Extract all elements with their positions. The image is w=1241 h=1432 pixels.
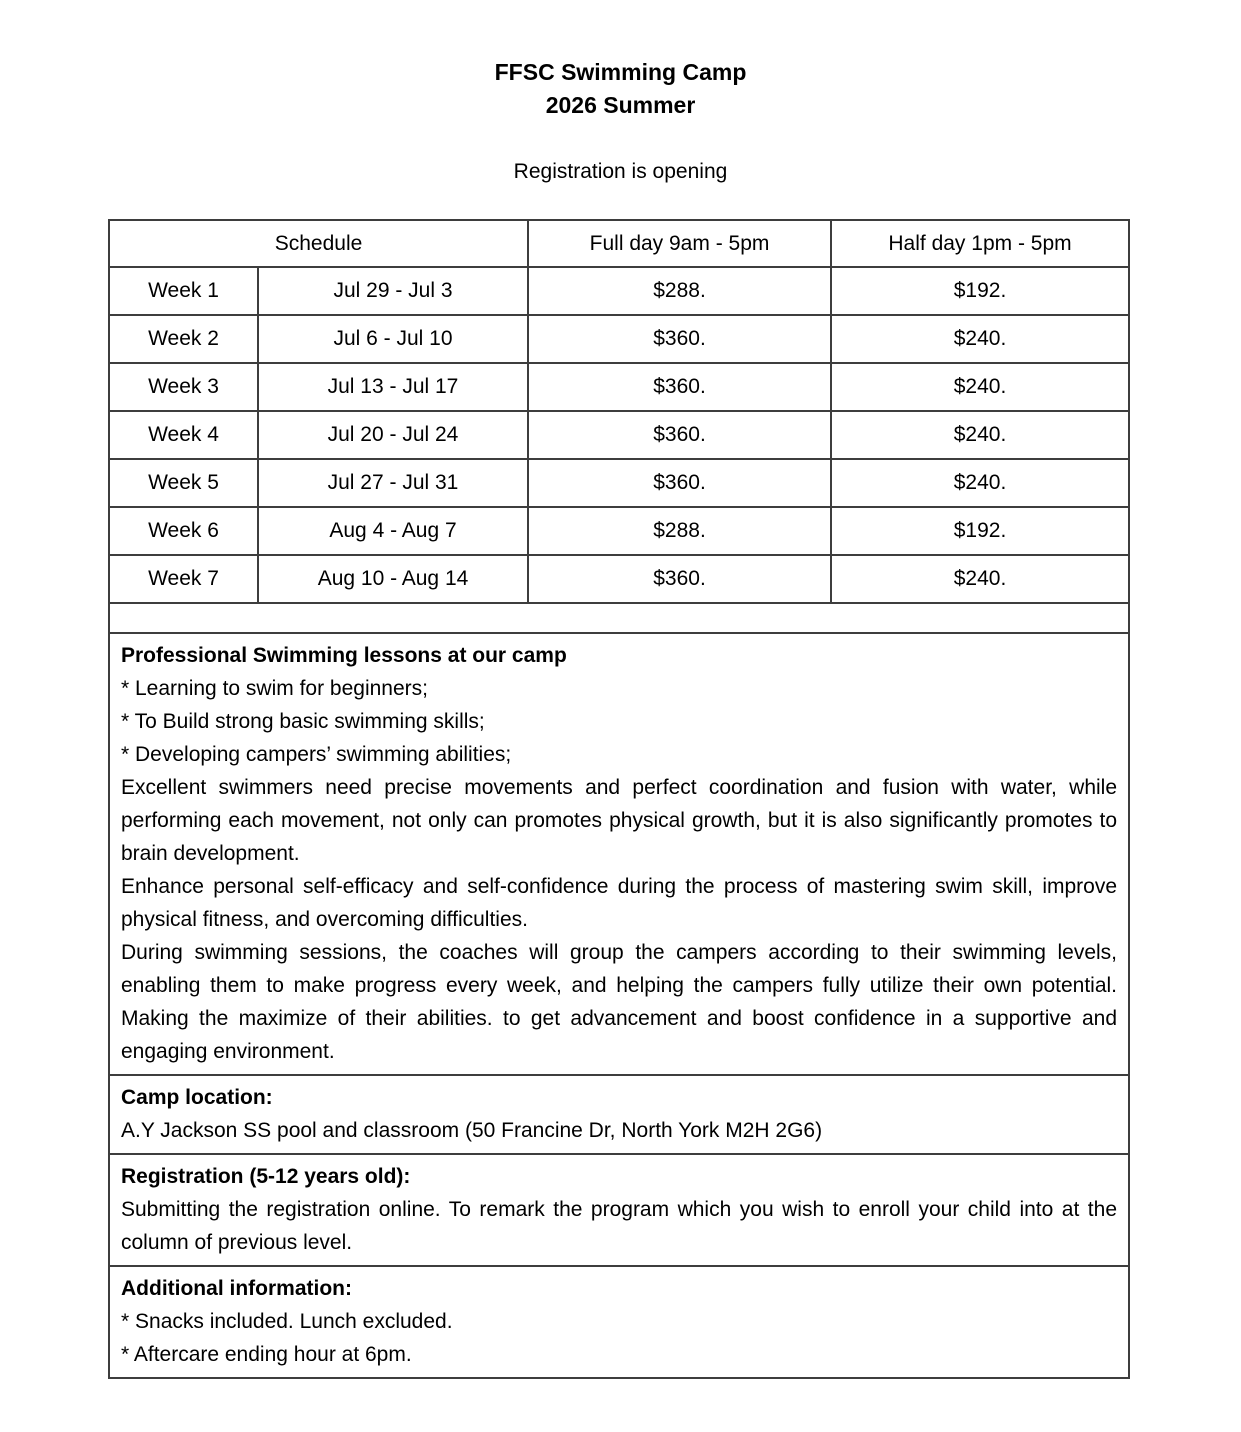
week-dates: Jul 6 - Jul 10 [258, 315, 528, 363]
half-day-price: $240. [831, 315, 1129, 363]
half-day-price: $240. [831, 411, 1129, 459]
section-swimming-lessons [109, 633, 1129, 1075]
week-dates: Jul 20 - Jul 24 [258, 411, 528, 459]
section-row [109, 1266, 1129, 1378]
registration-instructions: Submitting the registration online. To remark the program which you wish to enroll your child into at the column of previous level. [121, 1198, 1118, 1254]
additional-bullet-1: * Snacks included. Lunch excluded. [121, 1310, 453, 1333]
table-row [109, 267, 1129, 315]
table-header-row [109, 220, 1129, 267]
additional-bullet-2: * Aftercare ending hour at 6pm. [121, 1343, 412, 1366]
week-label: Week 7 [109, 555, 258, 603]
empty-spacer-row [109, 603, 1129, 633]
header-half-day: Half day 1pm - 5pm [831, 220, 1129, 267]
swimming-bullet-2: * To Build strong basic swimming skills; [121, 710, 485, 733]
subtitle: Registration is opening [513, 160, 728, 183]
week-dates: Jul 13 - Jul 17 [258, 363, 528, 411]
table-row [109, 555, 1129, 603]
full-day-price: $360. [528, 555, 831, 603]
swimming-section-heading: Professional Swimming lessons at our camp [121, 644, 567, 667]
half-day-price: $192. [831, 267, 1129, 315]
section-row [109, 1075, 1129, 1154]
content-area [108, 219, 1128, 1379]
location-address: A.Y Jackson SS pool and classroom (50 Francine Dr, North York M2H 2G6) [121, 1119, 823, 1142]
week-label: Week 4 [109, 411, 258, 459]
week-label: Week 1 [109, 267, 258, 315]
half-day-price: $240. [831, 459, 1129, 507]
week-dates: Aug 4 - Aug 7 [258, 507, 528, 555]
week-dates: Jul 27 - Jul 31 [258, 459, 528, 507]
swimming-paragraph-1: Excellent swimmers need precise movements and perfect coordination and fusion with water, while performing each movement, not only can promotes physical growth, but it is also significantly promotes to brain development. [121, 776, 1118, 865]
swimming-paragraph-2: Enhance personal self-efficacy and self-confidence during the process of mastering swim skill, improve physical fitness, and overcoming difficulties. [121, 875, 1118, 931]
schedule-table [108, 219, 1130, 1379]
header-schedule: Schedule [109, 220, 528, 267]
title-line-1: FFSC Swimming Camp [494, 59, 747, 85]
swimming-bullet-1: * Learning to swim for beginners; [121, 677, 428, 700]
full-day-price: $360. [528, 315, 831, 363]
table-row [109, 315, 1129, 363]
table-row [109, 363, 1129, 411]
week-label: Week 6 [109, 507, 258, 555]
table-row [109, 507, 1129, 555]
title-line-2: 2026 Summer [545, 92, 696, 118]
half-day-price: $192. [831, 507, 1129, 555]
swimming-bullet-3: * Developing campers’ swimming abilities; [121, 743, 512, 766]
half-day-price: $240. [831, 555, 1129, 603]
section-row [109, 1154, 1129, 1266]
section-registration [109, 1154, 1129, 1266]
location-section-heading: Camp location: [121, 1086, 273, 1109]
table-row [109, 411, 1129, 459]
table-row [109, 459, 1129, 507]
section-additional-info [109, 1266, 1129, 1378]
week-label: Week 5 [109, 459, 258, 507]
full-day-price: $288. [528, 267, 831, 315]
half-day-price: $240. [831, 363, 1129, 411]
empty-cell [109, 603, 1129, 633]
full-day-price: $360. [528, 363, 831, 411]
full-day-price: $288. [528, 507, 831, 555]
section-row [109, 633, 1129, 1075]
page-title [0, 56, 1241, 122]
section-camp-location [109, 1075, 1129, 1154]
full-day-price: $360. [528, 459, 831, 507]
week-label: Week 3 [109, 363, 258, 411]
header-full-day: Full day 9am - 5pm [528, 220, 831, 267]
week-dates: Aug 10 - Aug 14 [258, 555, 528, 603]
registration-section-heading: Registration (5-12 years old): [121, 1165, 411, 1188]
week-label: Week 2 [109, 315, 258, 363]
full-day-price: $360. [528, 411, 831, 459]
week-dates: Jul 29 - Jul 3 [258, 267, 528, 315]
swimming-paragraph-3: During swimming sessions, the coaches will group the campers according to their swimming levels, enabling them to make progress every week, and helping the campers fully utilize their own potential. Making the maximize of their abilities. to get advancement and boost confidence in a supportive and engaging environment. [121, 941, 1118, 1063]
additional-section-heading: Additional information: [121, 1277, 352, 1300]
